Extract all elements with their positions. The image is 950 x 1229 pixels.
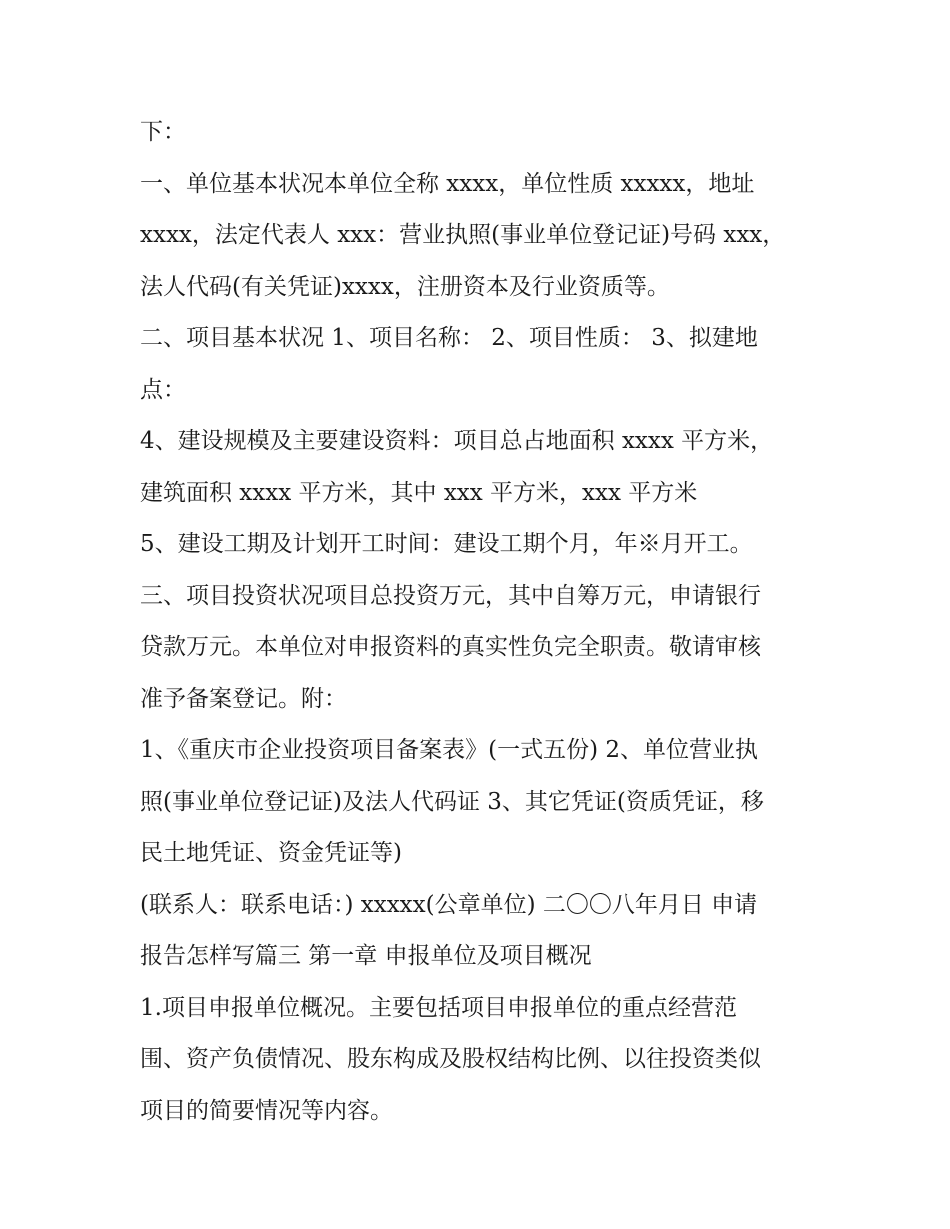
text-line: xxxx，法定代表人 xxx：营业执照(事业单位登记证)号码 xxx， bbox=[140, 222, 786, 248]
text-line: 一、单位基本状况本单位全称 xxxx，单位性质 xxxxx，地址 bbox=[140, 170, 755, 197]
document-body bbox=[140, 107, 820, 1137]
text-line: 报告怎样写篇三 第一章 申报单位及项目概况 bbox=[140, 943, 592, 969]
text-line: (联系人：联系电话：) xxxxx(公章单位) 二〇〇八年月日 申请 bbox=[140, 891, 758, 918]
text-line: 照(事业单位登记证)及法人代码证 3、其它凭证(资质凭证，移 bbox=[140, 788, 764, 815]
text-line: 二、项目基本状况 1、项目名称： 2、项目性质： 3、拟建地 bbox=[140, 325, 758, 351]
text-line: 下： bbox=[140, 119, 186, 145]
text-line: 4、建设规模及主要建设资料：项目总占地面积 xxxx 平方米， bbox=[140, 428, 774, 454]
text-line: 民土地凭证、资金凭证等) bbox=[140, 840, 402, 866]
text-line: 1.项目申报单位概况。主要包括项目申报单位的重点经营范 bbox=[140, 994, 737, 1021]
text-line: 贷款万元。本单位对申报资料的真实性负完全职责。敬请审核 bbox=[140, 634, 761, 660]
text-line: 点： bbox=[140, 376, 186, 403]
text-line: 准予备案登记。附： bbox=[140, 685, 347, 712]
text-line: 围、资产负债情况、股东构成及股权结构比例、以往投资类似 bbox=[140, 1046, 761, 1072]
text-line: 5、建设工期及计划开工时间：建设工期个月，年※月开工。 bbox=[140, 531, 753, 557]
text-line: 1、《重庆市企业投资项目备案表》(一式五份) 2、单位营业执 bbox=[140, 737, 759, 763]
text-line: 三、项目投资状况项目总投资万元，其中自筹万元，申请银行 bbox=[140, 582, 761, 609]
text-line: 建筑面积 xxxx 平方米，其中 xxx 平方米，xxx 平方米 bbox=[140, 479, 698, 506]
text-line: 法人代码(有关凭证)xxxx，注册资本及行业资质等。 bbox=[140, 273, 670, 300]
text-line: 项目的简要情况等内容。 bbox=[140, 1097, 393, 1124]
